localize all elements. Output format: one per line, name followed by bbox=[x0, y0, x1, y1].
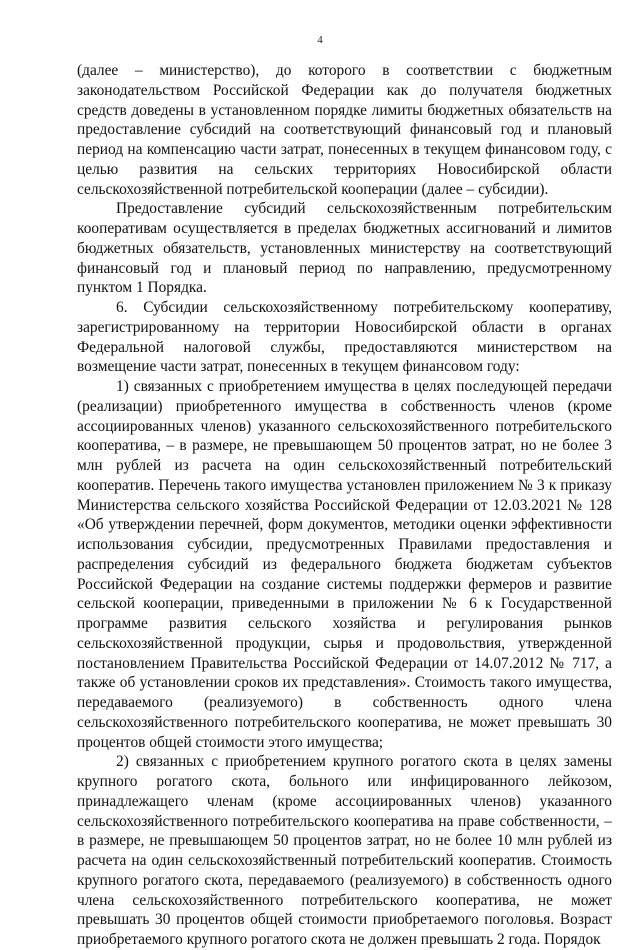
paragraph-clause-6-item-1: 1) связанных с приобретением имущества в целях последующей передачи (реализации) приобретенного имущества в собственность членов (кроме ассоциированных членов) указанного сельскохозяйственного потребительского кооператива, – в размере, не превышающем 50 процентов затрат, но не более 3 млн рублей из расчета на один сельскохозяйственный потребительский кооператив. Перечень такого имущества установлен приложением № 3 к приказу Министерства сельского хозяйства Российской Федерации от 12.03.2021 № 128 «Об утверждении перечней, форм документов, методики оценки эффективности использования субсидии, предусмотренных Правилами предоставления и распределения субсидий из федерального бюджета бюджетам субъектов Российской Федерации на создание системы поддержки фермеров и развитие сельской кооперации, приведенными в приложении № 6 к Государственной программе развития сельского хозяйства и регулирования рынков сельскохозяйственной продукции, сырья и продовольствия, утвержденной постановлением Правительства Российской Федерации от 14.07.2012 № 717, а также об установлении сроков их представления». Стоимость такого имущества, передаваемого (реализуемого) в собственность одного члена сельскохозяйственного потребительского кооператива, не может превышать 30 процентов общей стоимости этого имущества; bbox=[77, 378, 612, 751]
document-body bbox=[77, 61, 612, 950]
page-number: 4 bbox=[317, 34, 323, 46]
paragraph-intro: (далее – министерство), до которого в соответствии с бюджетным законодательством Российской Федерации как до получателя бюджетных средств доведены в установленном порядке лимиты бюджетных обязательств на предоставление субсидий на соответствующий финансовый год и плановый период на компенсацию части затрат, понесенных в текущем финансовом году, с целью развития на сельских территориях Новосибирской области сельскохозяйственной потребительской кооперации (далее – субсидии). bbox=[77, 62, 612, 198]
paragraph-clause-6: 6. Субсидии сельскохозяйственному потребительскому кооперативу, зарегистрированному на территории Новосибирской области в органах Федеральной налоговой службы, предоставляются министерством на возмещение части затрат, понесенных в текущем финансовом году: bbox=[77, 299, 612, 376]
paragraph-subsidy-limits: Предоставление субсидий сельскохозяйственным потребительским кооперативам осуществляется в пределах бюджетных ассигнований и лимитов бюджетных обязательств, установленных министерству на соответствующий финансовый год и плановый период по направлению, предусмотренному пунктом 1 Порядка. bbox=[77, 200, 612, 297]
paragraph-clause-6-item-2: 2) связанных с приобретением крупного рогатого скота в целях замены крупного рогатого скота, больного или инфицированного лейкозом, принадлежащего членам (кроме ассоциированных членов) указанного сельскохозяйственного потребительского кооператива на праве собственности, – в размере, не превышающем 50 процентов затрат, но не более 10 млн рублей из расчета на один сельскохозяйственный потребительский кооператив. Стоимость крупного рогатого скота, передаваемого (реализуемого) в собственность одного члена сельскохозяйственного потребительского кооператива, не может превышать 30 процентов общей стоимости приобретаемого поголовья. Возраст приобретаемого крупного рогатого скота не должен превышать 2 года. Порядок bbox=[77, 753, 612, 948]
